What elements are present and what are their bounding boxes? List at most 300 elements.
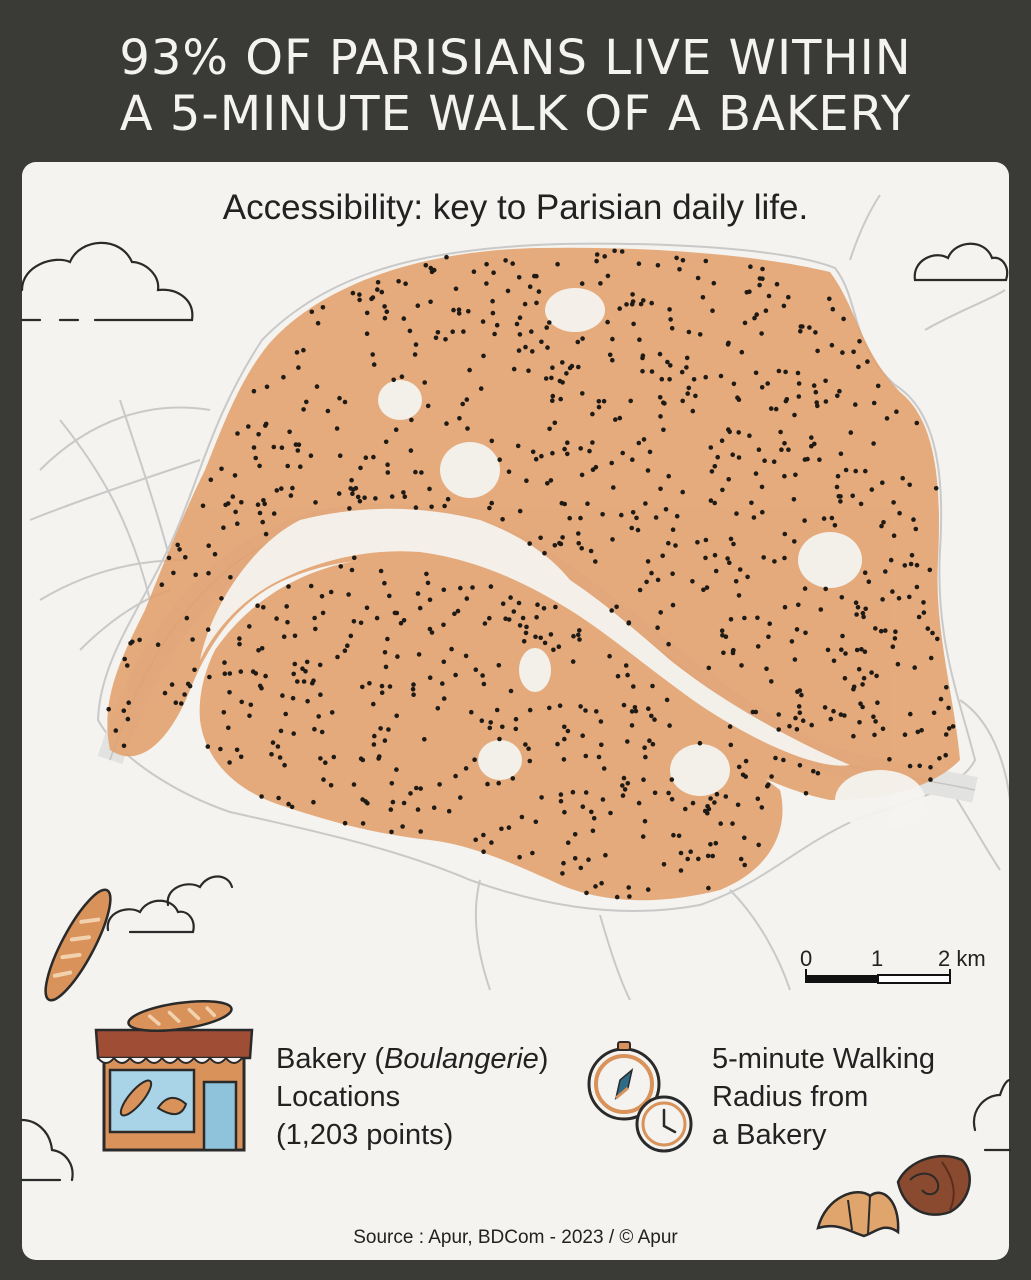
bakery-point — [636, 528, 641, 533]
bakery-point — [484, 262, 489, 267]
bakery-point — [177, 547, 182, 552]
bakery-point — [296, 448, 301, 453]
bakery-point — [915, 421, 920, 426]
bakery-point — [272, 511, 277, 516]
bakery-point — [833, 523, 838, 528]
bakery-point — [776, 712, 781, 717]
bakery-point — [737, 593, 742, 598]
bakery-point — [890, 589, 895, 594]
bakery-point — [587, 449, 592, 454]
cloud-icon — [915, 244, 1007, 280]
bakery-point — [853, 402, 858, 407]
bakery-point — [731, 542, 736, 547]
bakery-point — [386, 727, 391, 732]
bakery-point — [907, 483, 912, 488]
bakery-point — [390, 494, 395, 499]
bakery-point — [642, 745, 647, 750]
bakery-point — [573, 856, 578, 861]
bakery-point — [295, 350, 300, 355]
bakery-point — [730, 821, 735, 826]
bakery-point — [708, 796, 713, 801]
bakery-point — [523, 345, 528, 350]
bakery-point — [662, 862, 667, 867]
bakery-point — [630, 457, 635, 462]
bakery-point — [571, 790, 576, 795]
bakery-point — [860, 705, 865, 710]
bakery-point — [365, 311, 370, 316]
bakery-point — [683, 807, 688, 812]
bakery-point — [812, 383, 817, 388]
bakery-point — [655, 625, 660, 630]
bakery-point — [698, 332, 703, 337]
bakery-point — [449, 647, 454, 652]
bakery-point — [576, 365, 581, 370]
bakery-point — [318, 756, 323, 761]
bakery-point — [891, 500, 896, 505]
bakery-point — [278, 755, 283, 760]
bakery-point — [691, 409, 696, 414]
bakery-point — [193, 573, 198, 578]
bakery-point — [756, 843, 761, 848]
bakery-point — [867, 579, 872, 584]
bakery-point — [649, 571, 654, 576]
bakery-point — [395, 654, 400, 659]
legend-bakery-line-2: Locations — [276, 1081, 401, 1113]
bakery-point — [534, 301, 539, 306]
bakery-point — [362, 495, 367, 500]
bakery-point — [769, 679, 774, 684]
bakery-point — [889, 558, 894, 563]
bakery-point — [813, 330, 818, 335]
bakery-point — [857, 720, 862, 725]
bakery-point — [928, 568, 933, 573]
bakery-point — [256, 432, 261, 437]
bakery-point — [598, 281, 603, 286]
bakery-point — [737, 455, 742, 460]
bakery-point — [798, 329, 803, 334]
bakery-point — [318, 692, 323, 697]
bakery-point — [528, 759, 533, 764]
bakery-point — [708, 842, 713, 847]
bakery-point — [637, 337, 642, 342]
bakery-point — [653, 791, 658, 796]
bakery-point — [872, 401, 877, 406]
bakery-point — [618, 416, 623, 421]
bakery-point — [804, 791, 809, 796]
bakery-point — [558, 703, 563, 708]
bakery-point — [602, 399, 607, 404]
bakery-point — [609, 608, 614, 613]
bakery-point — [218, 747, 223, 752]
bakery-point — [595, 252, 600, 257]
bakery-point — [937, 756, 942, 761]
bakery-point — [482, 682, 487, 687]
bakery-point — [289, 493, 294, 498]
bakery-point — [777, 369, 782, 374]
bakery-point — [488, 726, 493, 731]
bakery-point — [400, 824, 405, 829]
bakery-point — [567, 516, 572, 521]
bakery-point — [685, 857, 690, 862]
bakery-point — [754, 371, 759, 376]
bakery-point — [275, 488, 280, 493]
bakery-point — [122, 657, 127, 662]
bakery-point — [880, 597, 885, 602]
bakery-point — [880, 480, 885, 485]
bakery-point — [539, 454, 544, 459]
bakery-point — [264, 532, 269, 537]
bakery-point — [760, 385, 765, 390]
cloud-icon — [22, 1120, 73, 1180]
bakery-point — [580, 281, 585, 286]
bakery-point — [343, 648, 348, 653]
bakery-point — [796, 603, 801, 608]
bakery-point — [720, 488, 725, 493]
bakery-point — [365, 606, 370, 611]
bakery-point — [667, 723, 672, 728]
bakery-point — [903, 732, 908, 737]
bakery-point — [721, 651, 726, 656]
pain-au-chocolat-icon — [898, 1156, 970, 1215]
bakery-point — [316, 714, 321, 719]
bakery-point — [883, 569, 888, 574]
bakery-point — [518, 315, 523, 320]
bakery-point — [380, 684, 385, 689]
bakery-point — [798, 710, 803, 715]
bakery-point — [706, 854, 711, 859]
bakery-point — [255, 603, 260, 608]
bakery-point — [488, 720, 493, 725]
bakery-point — [762, 458, 767, 463]
bakery-point — [680, 490, 685, 495]
bakery-point — [826, 648, 831, 653]
bakery-point — [854, 600, 859, 605]
legend-walking-line-1: 5-minute Walking — [712, 1043, 935, 1075]
bakery-point — [326, 409, 331, 414]
bakery-point — [712, 281, 717, 286]
bakery-point — [321, 305, 326, 310]
bakery-point — [743, 774, 748, 779]
bakery-point — [542, 551, 547, 556]
bakery-point — [951, 724, 956, 729]
bakery-point — [424, 263, 429, 268]
bakery-point — [903, 563, 908, 568]
bakery-point — [528, 708, 533, 713]
bakery-point — [577, 637, 582, 642]
bakery-point — [909, 562, 914, 567]
bakery-point — [517, 855, 522, 860]
bakery-point — [461, 329, 466, 334]
bakery-point — [279, 486, 284, 491]
bakery-point — [380, 290, 385, 295]
bakery-point — [562, 447, 567, 452]
bakery-point — [500, 517, 505, 522]
bakery-point — [625, 739, 630, 744]
bakery-point — [179, 701, 184, 706]
bakery-point — [192, 668, 197, 673]
bakery-point — [859, 502, 864, 507]
bakery-point — [670, 326, 675, 331]
bakery-point — [428, 598, 433, 603]
bakery-point — [704, 538, 709, 543]
bakery-point — [544, 376, 549, 381]
bakery-point — [607, 654, 612, 659]
bakery-point — [740, 350, 745, 355]
bakery-storefront-icon — [96, 996, 252, 1150]
bakery-point — [807, 325, 812, 330]
bakery-point — [637, 261, 642, 266]
bakery-point — [742, 836, 747, 841]
bakery-point — [857, 339, 862, 344]
bakery-point — [286, 584, 291, 589]
bakery-point — [352, 556, 357, 561]
bakery-point — [664, 507, 669, 512]
bakery-point — [564, 371, 569, 376]
bakery-point — [644, 580, 649, 585]
bakery-point — [507, 469, 512, 474]
bakery-point — [403, 494, 408, 499]
bakery-point — [719, 374, 724, 379]
bakery-point — [620, 249, 625, 254]
bakery-point — [571, 634, 576, 639]
bakery-point — [491, 270, 496, 275]
bakery-point — [106, 707, 111, 712]
bakery-point — [480, 673, 485, 678]
bakery-point — [489, 501, 494, 506]
bakery-point — [843, 651, 848, 656]
bakery-point — [385, 462, 390, 467]
bakery-point — [816, 771, 821, 776]
bakery-point — [163, 691, 168, 696]
bakery-point — [627, 894, 632, 899]
bakery-point — [838, 494, 843, 499]
bakery-point — [590, 412, 595, 417]
bakery-point — [872, 733, 877, 738]
bakery-point — [784, 399, 789, 404]
bakery-point — [451, 308, 456, 313]
bakery-point — [851, 350, 856, 355]
bakery-point — [553, 421, 558, 426]
bakery-point — [815, 404, 820, 409]
bakery-point — [534, 457, 539, 462]
bakery-point — [335, 655, 340, 660]
bakery-point — [637, 441, 642, 446]
bakery-point — [545, 481, 550, 486]
bakery-point — [509, 689, 514, 694]
bakery-point — [436, 706, 441, 711]
bakery-point — [642, 437, 647, 442]
bakery-point — [793, 657, 798, 662]
bakery-point — [549, 376, 554, 381]
bakery-point — [803, 631, 808, 636]
bakery-point — [416, 303, 421, 308]
bakery-point — [944, 732, 949, 737]
bakery-point — [231, 494, 236, 499]
bakery-point — [367, 681, 372, 686]
bakery-point — [680, 399, 685, 404]
bakery-point — [932, 711, 937, 716]
bakery-point — [760, 276, 765, 281]
bakery-point — [310, 681, 315, 686]
bakery-point — [840, 634, 845, 639]
bakery-point — [206, 571, 211, 576]
bakery-point — [515, 322, 520, 327]
bakery-point — [835, 394, 840, 399]
bakery-point — [235, 431, 240, 436]
bakery-point — [597, 405, 602, 410]
bakery-point — [576, 541, 581, 546]
bakery-point — [776, 727, 781, 732]
bakery-point — [692, 377, 697, 382]
bakery-point — [892, 533, 897, 538]
bakery-point — [774, 407, 779, 412]
bakery-point — [346, 592, 351, 597]
bakery-point — [365, 801, 370, 806]
bakery-point — [235, 748, 240, 753]
legend-bakery-line-1 — [276, 1040, 548, 1078]
bakery-point — [792, 539, 797, 544]
bakery-point — [885, 416, 890, 421]
bakery-point — [296, 365, 301, 370]
bakery-point — [602, 254, 607, 259]
bakery-point — [796, 371, 801, 376]
bakery-point — [125, 663, 130, 668]
bakery-point — [709, 445, 714, 450]
bakery-point — [670, 571, 675, 576]
bakery-point — [570, 364, 575, 369]
bakery-point — [483, 621, 488, 626]
bakery-point — [615, 895, 620, 900]
bakery-point — [779, 447, 784, 452]
bakery-point — [863, 469, 868, 474]
bakery-point — [661, 428, 666, 433]
bakery-point — [237, 636, 242, 641]
bakery-point — [464, 766, 469, 771]
bakery-point — [281, 375, 286, 380]
bakery-point — [526, 368, 531, 373]
bakery-point — [332, 755, 337, 760]
bakery-point — [422, 737, 427, 742]
bakery-point — [732, 382, 737, 387]
bakery-point — [893, 636, 898, 641]
bakery-point — [917, 615, 922, 620]
bakery-point — [597, 399, 602, 404]
bakery-point — [712, 501, 717, 506]
bakery-point — [652, 717, 657, 722]
bakery-point — [840, 595, 845, 600]
bakery-point — [773, 756, 778, 761]
bakery-point — [122, 744, 127, 749]
bakery-point — [862, 676, 867, 681]
bakery-point — [372, 742, 377, 747]
bakery-point — [429, 505, 434, 510]
bakery-point — [666, 474, 671, 479]
bakery-point — [681, 258, 686, 263]
bakery-point — [641, 298, 646, 303]
bakery-point — [539, 340, 544, 345]
bakery-point — [566, 729, 571, 734]
bakery-point — [839, 647, 844, 652]
bakery-point — [786, 295, 791, 300]
bakery-point — [658, 610, 663, 615]
bakery-point — [403, 281, 408, 286]
bakery-point — [865, 359, 870, 364]
bakery-point — [643, 501, 648, 506]
bakery-point — [656, 263, 661, 268]
bakery-point — [584, 891, 589, 896]
bakery-point — [413, 470, 418, 475]
bakery-point — [597, 755, 602, 760]
bakery-point — [707, 666, 712, 671]
bakery-point — [543, 641, 548, 646]
bakery-point — [497, 663, 502, 668]
bakery-point — [440, 681, 445, 686]
bakery-point — [223, 671, 228, 676]
bakery-point — [912, 665, 917, 670]
bakery-point — [660, 377, 665, 382]
bakery-point — [679, 868, 684, 873]
bakery-point — [857, 667, 862, 672]
bakery-point — [442, 660, 447, 665]
bakery-point — [393, 611, 398, 616]
bakery-point — [559, 542, 564, 547]
bakery-point — [365, 331, 370, 336]
bakery-point — [565, 452, 570, 457]
bakery-point — [428, 627, 433, 632]
bakery-point — [547, 427, 552, 432]
bakery-point — [630, 709, 635, 714]
bakery-point — [316, 321, 321, 326]
bakery-point — [276, 796, 281, 801]
bakery-point — [382, 304, 387, 309]
bakery-point — [803, 586, 808, 591]
bakery-point — [687, 330, 692, 335]
bakery-point — [495, 708, 500, 713]
bakery-point — [852, 685, 857, 690]
bakery-point — [285, 620, 290, 625]
bakery-point — [670, 777, 675, 782]
bakery-point — [608, 353, 613, 358]
bakery-point — [769, 774, 774, 779]
bakery-point — [305, 699, 310, 704]
bakery-point — [666, 791, 671, 796]
bakery-point — [555, 742, 560, 747]
bakery-point — [222, 710, 227, 715]
bakery-point — [534, 820, 539, 825]
bakery-point — [638, 588, 643, 593]
bakery-point — [485, 782, 490, 787]
bakery-point — [375, 287, 380, 292]
bakery-point — [879, 629, 884, 634]
bakery-point — [748, 264, 753, 269]
bakery-point — [247, 714, 252, 719]
bakery-point — [793, 473, 798, 478]
bakery-point — [349, 634, 354, 639]
bakery-point — [228, 575, 233, 580]
bakery-point — [190, 637, 195, 642]
bakery-point — [359, 756, 364, 761]
bakery-point — [262, 502, 267, 507]
bakery-point — [301, 407, 306, 412]
bakery-point — [183, 555, 188, 560]
bakery-point — [514, 717, 519, 722]
bakery-point — [418, 829, 423, 834]
bakery-point — [592, 816, 597, 821]
bakery-point — [922, 610, 927, 615]
bakery-point — [521, 616, 526, 621]
bakery-point — [514, 727, 519, 732]
bakery-point — [358, 499, 363, 504]
